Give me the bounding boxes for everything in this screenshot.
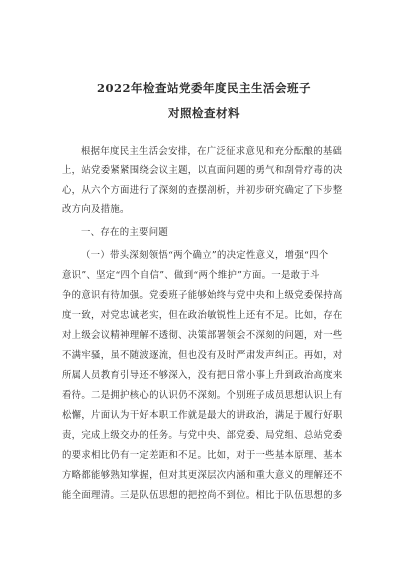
- paragraph-line: 的要求相比仍有一定差距和不足。比如，对于一些基本原理、基本: [62, 450, 343, 461]
- paragraph-line: 改方向及措施。: [62, 204, 130, 215]
- paragraph-line: 方略都能够熟知掌握，但对其更深层次内涵和重大意义的理解还不: [62, 470, 343, 481]
- paragraph-line: 心，从六个方面进行了深刻的查摆剖析，并初步研究确定了下步整: [62, 185, 343, 196]
- paragraph-line: 根据年度民主生活会安排，在广泛征求意见和充分酝酿的基础: [81, 146, 343, 157]
- paragraph-line: 责，完成上级交办的任务。与党中央、部党委、局党组、总站党委: [62, 430, 343, 441]
- paragraph-line: 意识”、坚定“四个自信”、做到“两个维护”方面。一是敢于斗: [62, 270, 320, 281]
- paragraph-line: 所属人员教育引导还不够深入，没有把日常小事上升到政治高度来: [62, 370, 343, 381]
- section-heading: 一、存在的主要问题: [81, 227, 169, 238]
- paragraph-line: 对上级会议精神理解不透彻、决策部署领会不深刻的问题，对一些: [62, 330, 343, 341]
- paragraph-line: 看待。二是拥护核心的认识仍不深刻。个别班子成员思想认识上有: [62, 390, 343, 401]
- paragraph-line: 上，站党委紧紧围绕会议主题，以直面问题的勇气和刮骨疗毒的决: [62, 165, 343, 176]
- paragraph-line: （一）带头深刻领悟“两个确立”的决定性意义，增强“四个: [81, 250, 329, 261]
- paragraph-line: 松懈，片面认为干好本职工作就是最大的讲政治，满足于履行好职: [62, 410, 343, 421]
- paragraph-line: 度一致，对党忠诚老实，但在政治敏锐性上还有不足。比如，存在: [62, 310, 343, 321]
- paragraph-line: 不满牢骚，虽不随波逐流，但也没有及时严肃发声纠正。再如，对: [62, 350, 343, 361]
- paragraph-line: 争的意识有待加强。党委班子能够始终与党中央和上级党委保持高: [62, 290, 343, 301]
- document-title: 2022年检查站党委年度民主生活会班子: [96, 81, 311, 95]
- paragraph-line: 能全面理清。三是队伍思想的把控尚不到位。相比于队伍思想的多: [62, 490, 343, 501]
- document-subtitle: 对照检查材料: [168, 106, 240, 120]
